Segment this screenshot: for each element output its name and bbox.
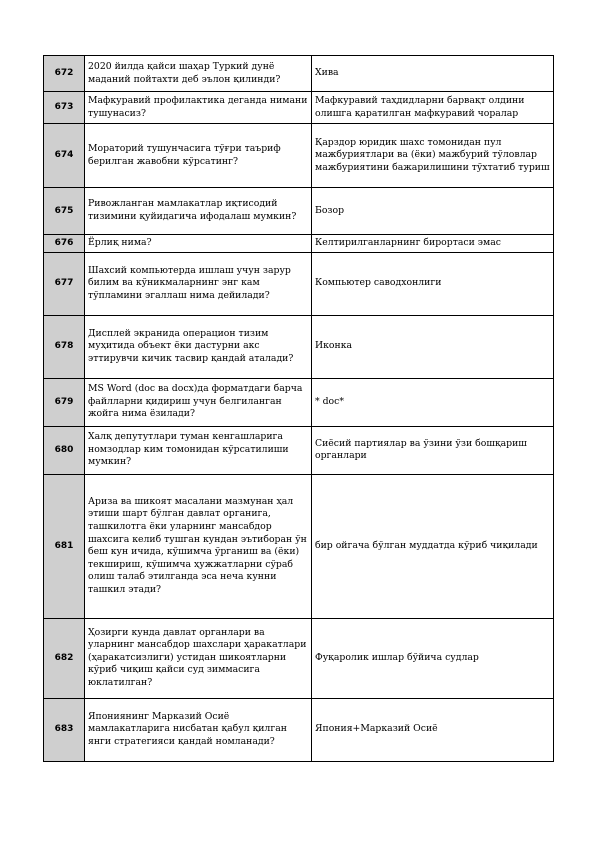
table-row <box>44 315 554 378</box>
answer-cell: Фуқаролик ишлар бўйича судлар <box>312 618 554 698</box>
answer-cell: Компьютер саводхонлиги <box>312 252 554 315</box>
answer-cell: Иконка <box>312 315 554 378</box>
question-cell: Ёрлиқ нима? <box>85 235 312 253</box>
table-row <box>44 92 554 124</box>
answer-cell: Қарздор юридик шахс томонидан пул мажбуриятлари ва (ёки) мажбурий тўловлар мажбуриятини бажарилишини тўхтатиб туриш <box>312 124 554 188</box>
question-cell: Халқ депутутлари туман кенгашларига номзодлар ким томонидан кўрсатилиши мумкин? <box>85 426 312 474</box>
answer-cell: Келтирилганларнинг бирортаси эмас <box>312 235 554 253</box>
question-cell: Япониянинг Марказий Осиё мамлакатларига нисбатан қабул қилган янги стратегияси қандай номланади? <box>85 698 312 761</box>
row-number: 676 <box>44 235 85 253</box>
row-number: 683 <box>44 698 85 761</box>
question-cell: MS Word (doc ва docx)да форматдаги барча файлларни қидириш учун белгиланган жойга нима ёзилади? <box>85 378 312 426</box>
table-row <box>44 56 554 92</box>
question-cell: Шахсий компьютерда ишлаш учун зарур билим ва кўникмаларнинг энг кам тўпламини эгаллаш нима дейилади? <box>85 252 312 315</box>
answer-cell: бир ойгача бўлган муддатда кўриб чиқилади <box>312 474 554 618</box>
table-row <box>44 124 554 188</box>
table-row <box>44 188 554 235</box>
answer-cell: Мафкуравий таҳдидларни барвақт олдини олишга қаратилган мафкуравий чоралар <box>312 92 554 124</box>
question-cell: Ариза ва шикоят масалани мазмунан ҳал этиши шарт бўлган давлат органига, ташкилотга ёки уларнинг мансабдор шахсига келиб тушган кундан эътиборан ўн беш кун ичида, кўшимча ўрганиш ва (ёки) текшириш, кўшимча ҳужжатларни сўраб олиш талаб этилганда эса неча кунни ташкил этади? <box>85 474 312 618</box>
answer-cell: * doc* <box>312 378 554 426</box>
question-cell: Дисплей экранида операцион тизим муҳитида объект ёки дастурни акс эттирувчи кичик тасвир қандай аталади? <box>85 315 312 378</box>
table-row <box>44 618 554 698</box>
answer-cell: Япония+Марказий Осиё <box>312 698 554 761</box>
row-number: 682 <box>44 618 85 698</box>
row-number: 681 <box>44 474 85 618</box>
row-number: 673 <box>44 92 85 124</box>
row-number: 675 <box>44 188 85 235</box>
row-number: 674 <box>44 124 85 188</box>
answer-cell: Бозор <box>312 188 554 235</box>
table-row <box>44 426 554 474</box>
table-row <box>44 378 554 426</box>
table-row <box>44 698 554 761</box>
questions-table <box>43 55 554 762</box>
row-number: 677 <box>44 252 85 315</box>
question-cell: Мораторий тушунчасига тўғри таъриф берилган жавобни кўрсатинг? <box>85 124 312 188</box>
question-cell: Мафкуравий профилактика деганда нимани тушунасиз? <box>85 92 312 124</box>
question-cell: Ҳозирги кунда давлат органлари ва уларнинг мансабдор шахслари ҳаракатлари (ҳаракатсизлиги) устидан шикоятларни кўриб чиқиш қайси суд зиммасига юклатилган? <box>85 618 312 698</box>
table-row <box>44 474 554 618</box>
answer-cell: Сиёсий партиялар ва ўзини ўзи бошқариш органлари <box>312 426 554 474</box>
row-number: 679 <box>44 378 85 426</box>
table-row <box>44 252 554 315</box>
question-cell: Ривожланган мамлакатлар иқтисодий тизимини қуйидагича ифодалаш мумкин? <box>85 188 312 235</box>
question-cell: 2020 йилда қайси шаҳар Туркий дунё маданий пойтахти деб эълон қилинди? <box>85 56 312 92</box>
row-number: 680 <box>44 426 85 474</box>
row-number: 678 <box>44 315 85 378</box>
table-row <box>44 235 554 253</box>
row-number: 672 <box>44 56 85 92</box>
answer-cell: Хива <box>312 56 554 92</box>
